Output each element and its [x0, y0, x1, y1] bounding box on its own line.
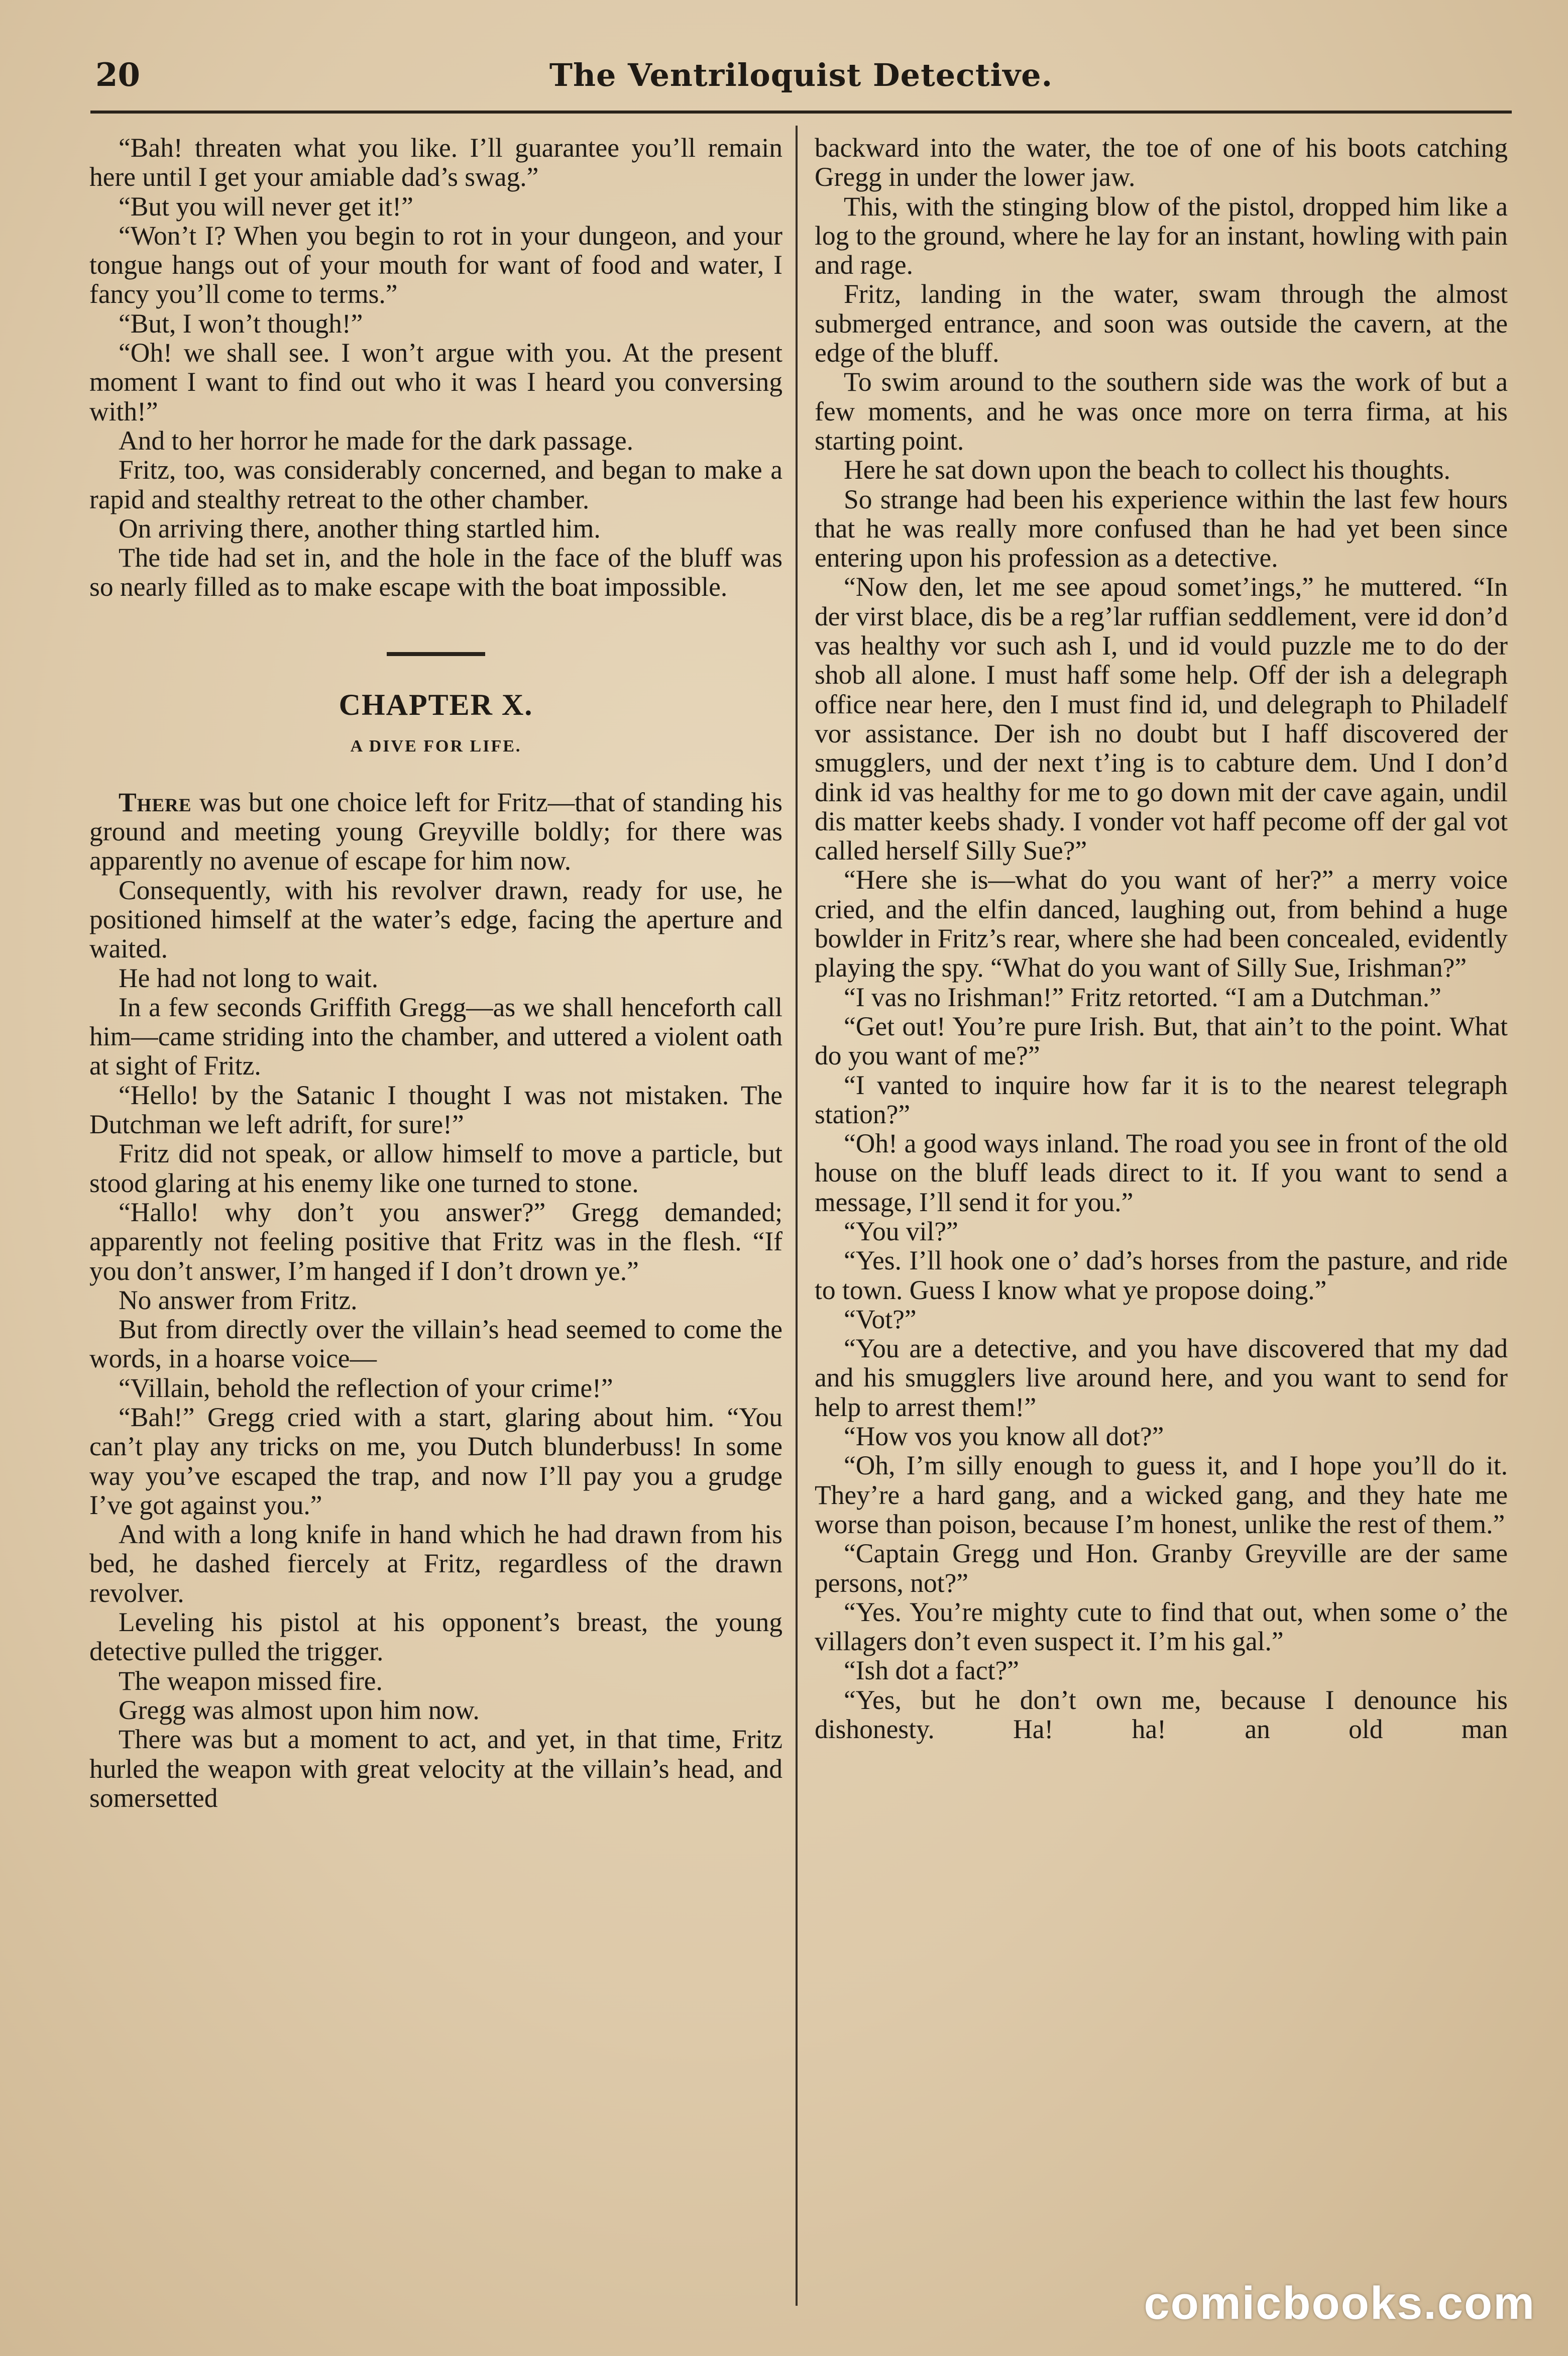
paragraph: And to her horror he made for the dark passage. — [119, 425, 634, 456]
paragraph: “I vanted to inquire how far it is to the nearest telegraph station?” — [815, 1069, 1508, 1129]
paragraph: “Bah!” Gregg cried with a start, glaring about him. “You can’t play any tricks on me, you Dutch blunderbuss! In some way you’ve escaped the trap, and now I’ll pay you a grudge I’ve got against you.” — [89, 1402, 782, 1520]
paragraph: “Ish dot a fact?” — [844, 1655, 1020, 1686]
paragraph: Here he sat down upon the beach to collect his thoughts. — [844, 455, 1450, 485]
paragraph: Fritz, landing in the water, swam through the almost submerged entrance, and soon was outside the cavern, at the edge of the bluff. — [815, 279, 1508, 368]
paragraph: “I vas no Irishman!” Fritz retorted. “I am a Dutchman.” — [844, 982, 1441, 1012]
paragraph: “Vot?” — [844, 1304, 917, 1334]
page-header — [95, 48, 1507, 103]
right-column — [815, 133, 1508, 1744]
paragraph: “Won’t I? When you begin to rot in your dungeon, and your tongue hangs out of your mouth for want of food and water, I fancy you’ll come to terms.” — [89, 220, 782, 309]
paragraph: And with a long knife in hand which he had drawn from his bed, he dashed fiercely at Fritz, regardless of the drawn revolver. — [89, 1519, 782, 1608]
paragraph: No answer from Fritz. — [119, 1284, 358, 1315]
chapter-heading — [89, 602, 782, 788]
paragraph: Fritz, too, was considerably concerned, and began to make a rapid and stealthy retreat to the other chamber. — [89, 455, 782, 514]
opening-text: was but one choice left for Fritz—that of standing his ground and meeting young Greyville boldly; for there was apparently no avenue of escape for him now. — [89, 787, 782, 876]
paragraph: Gregg was almost upon him now. — [119, 1694, 480, 1725]
paragraph: This, with the stinging blow of the pistol, dropped him like a log to the ground, where he lay for an instant, howling with pain and rage. — [815, 191, 1508, 280]
paragraph: In a few seconds Griffith Gregg—as we shall henceforth call him—came striding into the chamber, and uttered a violent oath at sight of Fritz. — [89, 992, 782, 1081]
paragraph: The tide had set in, and the hole in the face of the bluff was so nearly filled as to make escape with the boat impossible. — [89, 543, 782, 602]
left-column — [89, 133, 782, 1812]
paragraph: Fritz did not speak, or allow himself to move a particle, but stood glaring at his enemy like one turned to stone. — [89, 1138, 782, 1198]
paragraph: “Oh! we shall see. I won’t argue with you. At the present moment I want to find out who it was I heard you conversing with!” — [89, 338, 782, 426]
column-divider — [796, 126, 798, 2306]
paragraph: He had not long to wait. — [119, 962, 379, 993]
paragraph: But from directly over the villain’s head seemed to come the words, in a hoarse voice— — [89, 1314, 782, 1374]
continued-paragraph: backward into the water, the toe of one of his boots catching Gregg in under the lower jaw. — [815, 133, 1508, 192]
paragraph: Consequently, with his revolver drawn, ready for use, he positioned himself at the water’s edge, facing the aperture and waited. — [89, 875, 782, 964]
paragraph: “Yes. I’ll hook one o’ dad’s horses from the pasture, and ride to town. Guess I know what ye propose doing.” — [815, 1245, 1508, 1305]
chapter-divider-rule — [387, 652, 485, 656]
running-title: The Ventriloquist Detective. — [549, 57, 1053, 93]
paragraph: “Now den, let me see apoud somet’ings,” he muttered. “In der virst blace, dis be a reg’lar ruffian seddlement, vere id don’d vas healthy vor such ash I, und id vould puzzle me to do der shob all alone. I must haff some help. Off der ish a delegraph office near here, den I must find id, und delegraph to Philadelf vor assistance. Der ish no doubt but I haff discovered der smugglers, und der next t’ing is to cabture dem. Und I don’d dink id vas healthy for me to go down mit der cave again, undil dis matter keebs shady. I vonder vot haff pecome off der gal vot called herself Silly Sue?” — [815, 572, 1508, 866]
paragraph: “Captain Gregg und Hon. Granby Greyville are der same persons, not?” — [815, 1538, 1508, 1598]
paragraph: “Get out! You’re pure Irish. But, that ain’t to the point. What do you want of me?” — [815, 1011, 1508, 1071]
paragraph: “Oh! a good ways inland. The road you see in front of the old house on the bluff leads direct to it. If you want to send a message, I’ll send it for you.” — [815, 1128, 1508, 1217]
paragraph: “Hello! by the Satanic I thought I was not mistaken. The Dutchman we left adrift, for sure!” — [89, 1080, 782, 1140]
paragraph: “Bah! threaten what you like. I’ll guarantee you’ll remain here until I get your amiable dad’s swag.” — [89, 133, 782, 192]
paragraph: “Here she is—what do you want of her?” a merry voice cried, and the elfin danced, laughing out, from behind a huge bowlder in Fritz’s rear, where she had been concealed, evidently playing the spy. “What do you want of Silly Sue, Irishman?” — [815, 865, 1508, 983]
paragraph: “Hallo! why don’t you answer?” Gregg demanded; apparently not feeling positive that Fritz was in the flesh. “If you don’t answer, I’m hanged if I don’t drown ye.” — [89, 1197, 782, 1286]
paragraph: “You vil?” — [844, 1216, 958, 1246]
paragraph: “Oh, I’m silly enough to guess it, and I hope you’ll do it. They’re a hard gang, and a wicked gang, and they hate me worse than poison, because I’m honest, unlike the rest of them.” — [815, 1450, 1508, 1539]
paragraph: On arriving there, another thing startled him. — [119, 513, 601, 544]
paragraph: Leveling his pistol at his opponent’s breast, the young detective pulled the trigger. — [89, 1607, 782, 1667]
paragraph: The weapon missed fire. — [119, 1665, 383, 1696]
header-rule — [90, 111, 1512, 114]
opening-word: There — [119, 787, 192, 817]
watermark-logo: comicbooks.com — [1144, 2278, 1535, 2329]
page-number: 20 — [95, 56, 141, 94]
chapter-subtitle: A DIVE FOR LIFE. — [350, 736, 522, 756]
chapter-title: CHAPTER X. — [339, 688, 533, 721]
paragraph: “Yes, but he don’t own me, because I denounce his dishonesty. Ha! ha! an old man — [815, 1684, 1508, 1745]
paragraph: So strange had been his experience within the last few hours that he was really more confused than he had yet been since entering upon his profession as a detective. — [815, 484, 1508, 573]
paragraph: To swim around to the southern side was the work of but a few moments, and he was once more on terra firma, at his starting point. — [815, 367, 1508, 456]
paragraph: “But, I won’t though!” — [119, 308, 363, 339]
chapter-opening-paragraph — [89, 788, 782, 876]
paragraph: “How vos you know all dot?” — [844, 1421, 1164, 1452]
paragraph: “Yes. You’re mighty cute to find that out, when some o’ the villagers don’t even suspect it. I’m his gal.” — [815, 1596, 1508, 1657]
paragraph: “You are a detective, and you have discovered that my dad and his smugglers live around here, and you want to send for help to arrest them!” — [815, 1333, 1508, 1422]
paragraph: “Villain, behold the reflection of your crime!” — [119, 1372, 613, 1403]
paragraph: There was but a moment to act, and yet, in that time, Fritz hurled the weapon with great velocity at the villain’s head, and somersetted — [89, 1724, 782, 1813]
paragraph: “But you will never get it!” — [119, 191, 413, 222]
